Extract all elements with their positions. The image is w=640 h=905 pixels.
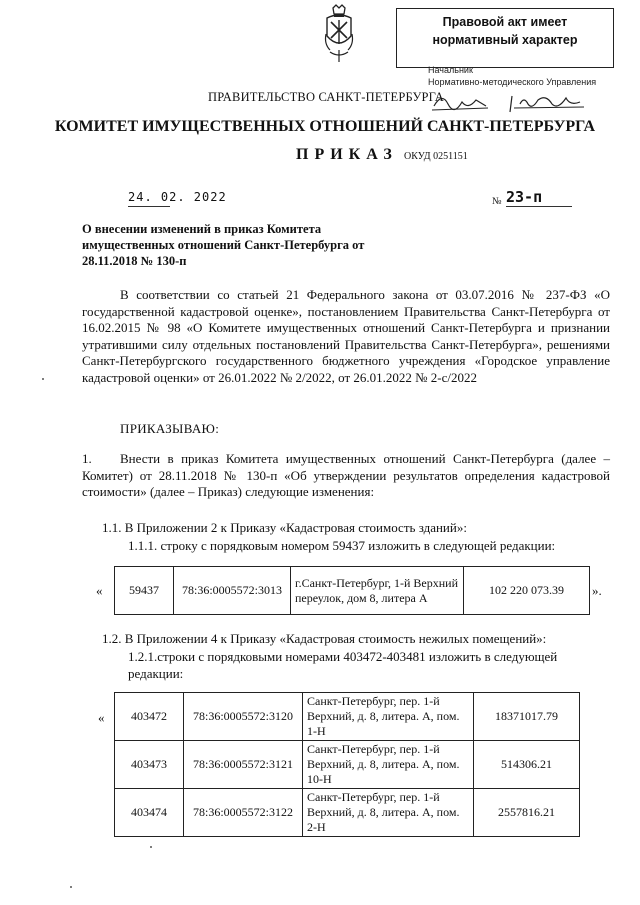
cell-value: 102 220 073.39 [464,567,590,615]
cell-value: 2557816.21 [474,789,580,837]
cell-number: 403473 [115,741,184,789]
item-1 [82,451,610,501]
item-1-number: 1. [82,451,92,466]
government-header: ПРАВИТЕЛЬСТВО САНКТ-ПЕТЕРБУРГА [208,90,444,104]
number-sign: № [492,196,502,207]
table-row [115,693,580,741]
cell-number: 59437 [115,567,174,615]
cell-cadastral: 78:36:0005572:3122 [184,789,303,837]
table1-quote-open: « [96,583,103,598]
item-1-1: 1.1. В Приложении 2 к Приказу «Кадастровая стоимость зданий»: [102,520,467,535]
cell-number: 403472 [115,693,184,741]
order-directive: ПРИКАЗЫВАЮ: [120,421,220,436]
cell-number: 403474 [115,789,184,837]
order-number: 23-п [506,188,543,206]
table-row [115,741,580,789]
stamp-line-1: Правовой акт имеет [442,15,568,29]
buildings-table [114,566,590,615]
order-title: ПРИКАЗ [296,146,398,163]
cell-cadastral: 78:36:0005572:3013 [174,567,291,615]
order-subject: О внесении изменений в приказ Комитета имущественных отношений Санкт-Петербурга от 28.11.2018 № 130-п [82,222,365,268]
cell-address: Санкт-Петербург, пер. 1-й Верхний, д. 8, литера. А, пом. 1-Н [303,693,474,741]
stamp-subtext [428,64,628,88]
scan-speck [42,378,44,380]
okud-code: ОКУД 0251151 [404,151,468,162]
table-row [115,567,590,615]
scan-speck [70,886,72,888]
cell-value: 514306.21 [474,741,580,789]
normative-stamp [396,8,614,68]
stamp-line-2: нормативный характер [432,33,578,47]
cell-value: 18371017.79 [474,693,580,741]
table2-quote-open: « [98,710,105,725]
item-1-2: 1.2. В Приложении 4 к Приказу «Кадастровая стоимость нежилых помещений»: [102,631,547,646]
coat-of-arms-emblem [322,4,356,64]
cell-address: Санкт-Петербург, пер. 1-й Верхний, д. 8, литера. А, пом. 2-Н [303,789,474,837]
scan-speck [150,846,152,848]
stamp-sub-2: Нормативно-методического Управления [428,77,597,87]
cell-address: Санкт-Петербург, пер. 1-й Верхний, д. 8, литера. А, пом. 10-Н [303,741,474,789]
item-1-text: Внести в приказ Комитета имущественных отношений Санкт-Петербурга (далее – Комитет) от 28.11.2018 № 130-п «Об утверждении результатов определения кадастровой стоимости» (далее – Приказ) следующие изменения: [82,451,610,500]
number-underline [506,206,572,207]
cell-address: г.Санкт-Петербург, 1-й Верхний переулок, дом 8, литера А [291,567,464,615]
date-underline [128,206,170,207]
order-date: 24. 02. 2022 [128,190,227,204]
premises-table [114,692,580,837]
cell-cadastral: 78:36:0005572:3121 [184,741,303,789]
table-row [115,789,580,837]
table1-quote-close: ». [592,583,602,598]
cell-cadastral: 78:36:0005572:3120 [184,693,303,741]
item-1-1-1: 1.1.1. строку с порядковым номером 59437 изложить в следующей редакции: [128,538,556,553]
preamble-paragraph: В соответствии со статьей 21 Федерального закона от 03.07.2016 № 237-ФЗ «О государственной кадастровой оценке», постановлением Правительства Санкт-Петербурга от 16.02.2015 № 98 «О Комитете имущественных отношений Санкт-Петербурга и признании утратившими силу отдельных постановлений Правительства Санкт-Петербурга», решениями Санкт-Петербургского государственного бюджетного учреждения «Городское управление кадастровой оценки» от 26.01.2022 № 2/2022, от 26.01.2022 № 2-с/2022 [82,287,610,385]
committee-title: КОМИТЕТ ИМУЩЕСТВЕННЫХ ОТНОШЕНИЙ САНКТ-ПЕТЕРБУРГА [54,118,596,135]
stamp-sub-1: Начальник [428,65,473,75]
item-1-2-1: 1.2.1.строки с порядковыми номерами 403472-403481 изложить в следующей редакции: [128,649,558,681]
